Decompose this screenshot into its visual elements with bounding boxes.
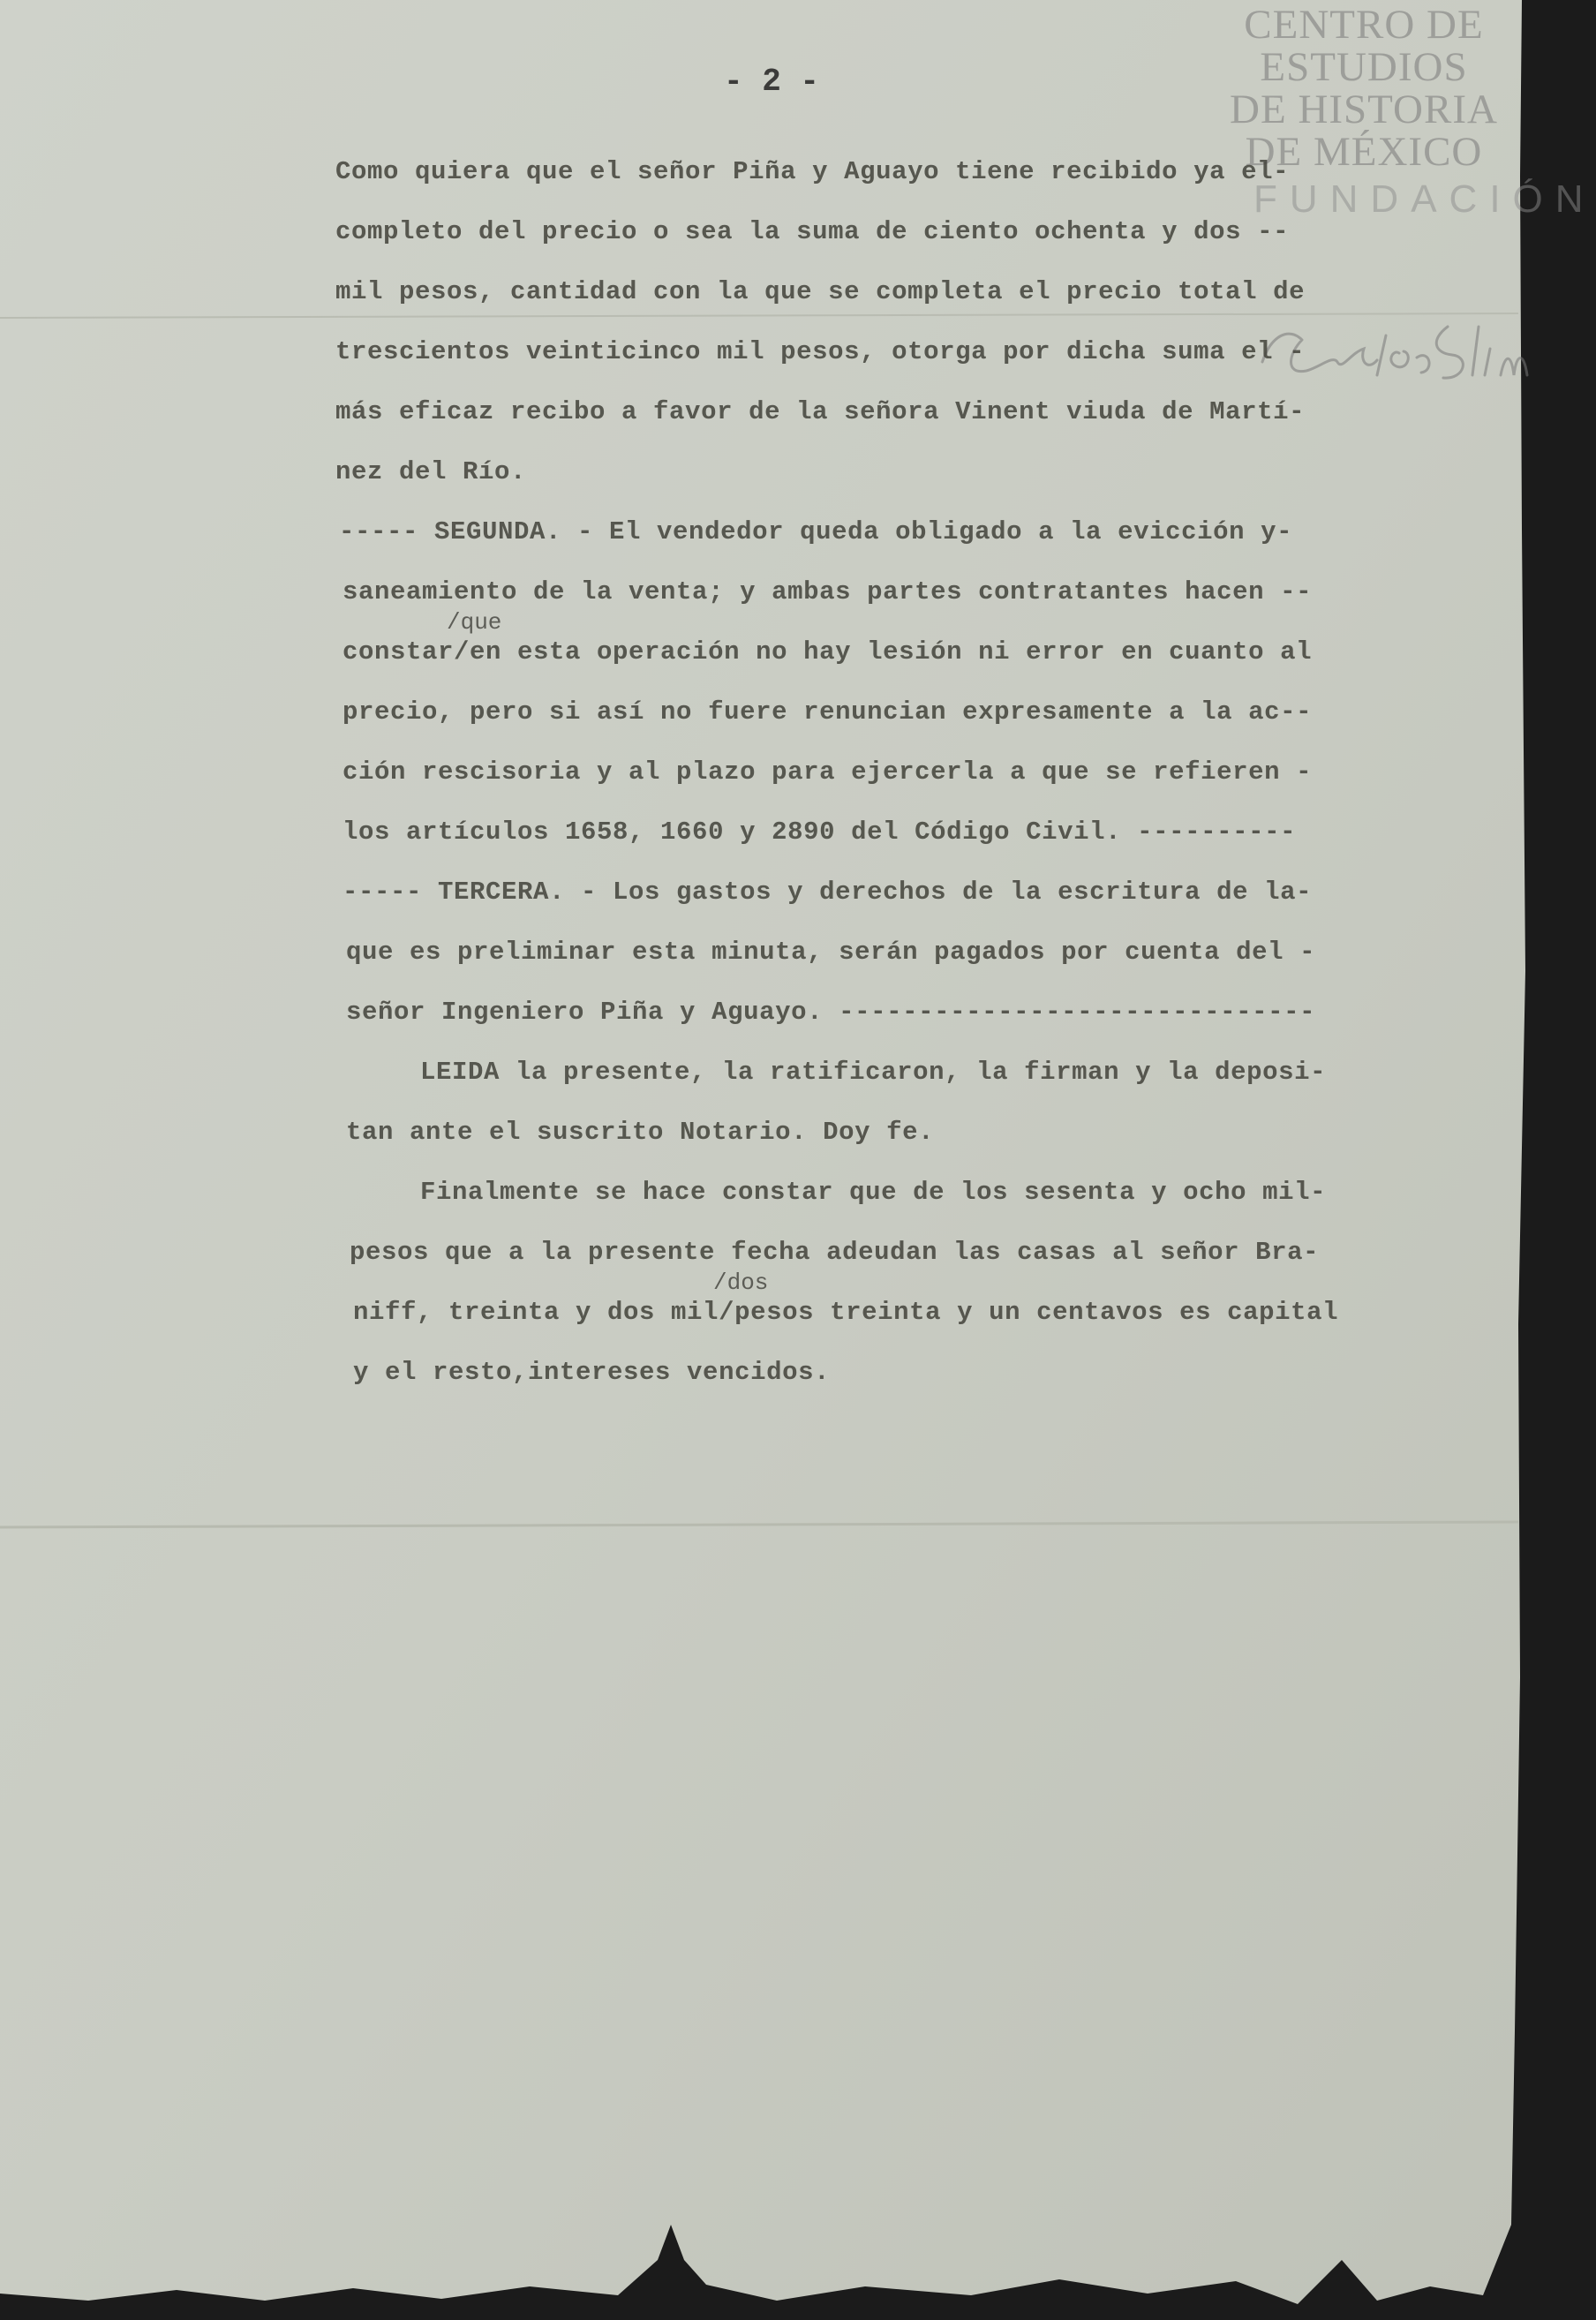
text-line: nez del Río. bbox=[335, 457, 527, 486]
page-number: - 2 - bbox=[724, 64, 820, 100]
text-line: LEIDA la presente, la ratificaron, la firman y la deposi- bbox=[420, 1058, 1327, 1087]
text-line: mil pesos, cantidad con la que se completa el precio total de bbox=[335, 277, 1306, 306]
text-line: señor Ingeniero Piña y Aguayo. ------------------------------ bbox=[346, 998, 1316, 1027]
text-line: ----- TERCERA. - Los gastos y derechos de la escritura de la- bbox=[343, 878, 1313, 907]
watermark-line: ESTUDIOS bbox=[1260, 44, 1468, 90]
text-line: ----- SEGUNDA. - El vendedor queda obligado a la evicción y- bbox=[339, 517, 1293, 546]
text-line: precio, pero si así no fuere renuncian expresamente a la ac-- bbox=[343, 697, 1313, 727]
text-line: pesos que a la presente fecha adeudan las casas al señor Bra- bbox=[350, 1238, 1320, 1267]
text-line: completo del precio o sea la suma de ciento ochenta y dos -- bbox=[335, 217, 1290, 246]
text-line: niff, treinta y dos mil/pesos treinta y un centavos es capital bbox=[353, 1298, 1339, 1327]
interlinear-insertion: /dos bbox=[713, 1269, 769, 1296]
text-line: más eficaz recibo a favor de la señora Vinent viuda de Martí- bbox=[335, 397, 1306, 426]
text-line: trescientos veinticinco mil pesos, otorga por dicha suma el - bbox=[335, 337, 1306, 366]
watermark-line: DE MÉXICO bbox=[1245, 129, 1483, 175]
interlinear-insertion: /que bbox=[447, 609, 502, 636]
text-line: tan ante el suscrito Notario. Doy fe. bbox=[346, 1118, 935, 1147]
text-line: y el resto,intereses vencidos. bbox=[353, 1358, 831, 1387]
text-line: que es preliminar esta minuta, serán pagados por cuenta del - bbox=[346, 938, 1316, 967]
watermark-line: DE HISTORIA bbox=[1230, 87, 1498, 132]
text-line: Como quiera que el señor Piña y Aguayo tiene recibido ya el- bbox=[335, 157, 1290, 186]
text-line: los artículos 1658, 1660 y 2890 del Código Civil. ---------- bbox=[343, 817, 1297, 847]
watermark-fundacion: FUNDACIÓN bbox=[1253, 177, 1596, 221]
text-line: Finalmente se hace constar que de los sesenta y ocho mil- bbox=[420, 1178, 1327, 1207]
archive-watermark bbox=[1201, 2, 1596, 224]
text-line: ción rescisoria y al plazo para ejercerla a que se refieren - bbox=[343, 757, 1313, 787]
text-line: constar/en esta operación no hay lesión ni error en cuanto al bbox=[343, 637, 1313, 667]
watermark-line: CENTRO DE bbox=[1244, 2, 1484, 48]
text-line: saneamiento de la venta; y ambas partes contratantes hacen -- bbox=[343, 577, 1313, 606]
